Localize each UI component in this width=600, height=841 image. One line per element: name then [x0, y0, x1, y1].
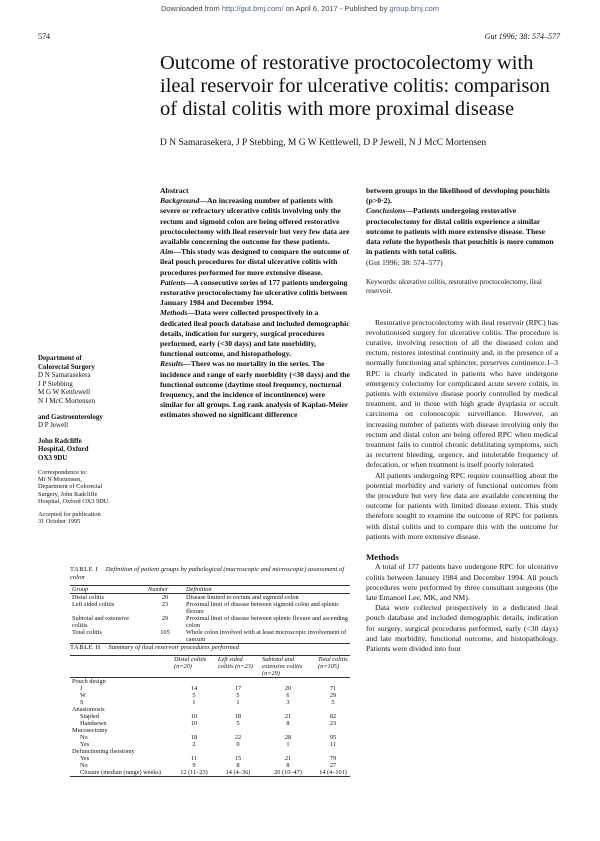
results-label: Results [160, 359, 184, 369]
table-section-row [70, 727, 350, 734]
table-2-caption [70, 644, 350, 652]
table-row [70, 615, 350, 629]
table-row [70, 594, 350, 602]
methods-paragraph: Data were collected prospectively in a dedicated ileal pouch database and included demographic details, indication for surgery, surgical procedures performed, early (<30 days) and late morbidity, functional outcome, and histopathology. Patients were divided into four [366, 603, 558, 653]
aff-line: J P Stebbing [38, 379, 73, 388]
table-section-title: Pouch design [72, 678, 106, 685]
abstract-heading: Abstract [160, 186, 189, 195]
aff-line: D N Samarasekera [38, 371, 91, 380]
aff-line: John Radcliffe [38, 436, 82, 445]
table-cell: Stapled [80, 713, 99, 720]
keywords: Keywords: ulcerative colitis, restorative proctocolectomy, ileal reservoir. [366, 277, 542, 295]
abstract [160, 186, 350, 421]
table-cell: 28 [284, 734, 292, 741]
affiliation-jewell [38, 421, 150, 430]
accepted-line: Accepted for publication [38, 510, 101, 518]
table-cell: 8 [236, 762, 240, 769]
aff-line: Colorectal Surgery [38, 362, 95, 371]
table-row [70, 769, 350, 777]
aff-line: OX3 9DU [38, 453, 68, 462]
table-cell: 1 [192, 699, 196, 706]
running-head: Gut 1996; 38: 574–577 [484, 32, 560, 41]
download-prefix: Downloaded from [160, 4, 220, 13]
abstract-conclusions [366, 206, 558, 257]
article-title: Outcome of restorative proctocolectomy with ileal reservoir for ulcerative colitis: comparison of distal colitis with more proximal disease [160, 52, 550, 120]
table-cell: 23 [161, 601, 169, 608]
table-2-grid [70, 655, 350, 777]
table-cell: 20 [284, 685, 292, 692]
corr-line: Surgery, John Radcliffe [38, 490, 98, 498]
page-number: 574 [38, 32, 50, 41]
table-cell: 6 [286, 692, 290, 699]
table-1-caption-text: Definition of patient groups by pathological (macroscopic and microscopic) assessment of colon [70, 566, 345, 581]
table-1-grid [70, 585, 350, 644]
results-text: —There was no mortality in the series. The incidence and range of early morbidity (<30 days) and the functional outcome (daytime stool frequency, nocturnal frequency, and the incidence of incontinence) were similar for all groups. Log rank analysis of Kaplan-Meier estimates showed no significant difference [160, 359, 350, 420]
table-cell: Disease limited to rectum and sigmoid colon [186, 594, 299, 601]
aff-line: Department of [38, 354, 82, 362]
abstract-aim [160, 247, 350, 278]
table-section-title: Anastomosis [72, 706, 105, 713]
aim-label: Aim [160, 247, 174, 257]
table-section-row [70, 678, 350, 686]
table-cell: Proximal limit of disease between splenic flexure and ascending colon [186, 615, 348, 629]
methods-paragraph: A total of 177 patients have undergone RPC for ulcerative colitis between January 1984 and December 1994. All pouch procedures were performed by three consultant surgeons (the late Emanoel Lee, MK, and NM). [366, 562, 558, 602]
table-cell: 11 [190, 755, 198, 762]
patients-text: —A consecutive series of 177 patients undergoing restorative proctocolectomy for ulcerative colitis between January 1984 and December 1994. [160, 277, 348, 308]
table-cell: Yes [80, 755, 90, 762]
table-cell: 5 [192, 692, 196, 699]
table-cell: 82 [329, 713, 337, 720]
table-cell: Subtotal and extensive colitis [72, 615, 130, 629]
conclusions-label: Conclusions [366, 206, 406, 216]
table-cell: 71 [329, 685, 337, 692]
abstract-methods [160, 308, 350, 359]
table-cell: No [80, 762, 88, 769]
aff-line: N J McC Mortensen [38, 396, 95, 405]
table-cell: 15 [234, 755, 242, 762]
table-2-caption-text: Summary of ileal reservoir procedures performed [108, 644, 239, 651]
table-cell: 5 [236, 720, 240, 727]
table-cell: 11 [329, 741, 337, 748]
journal-link[interactable]: http://gut.bmj.com/ [221, 4, 284, 13]
corr-line: Hospital, Oxford OX3 9DU. [38, 498, 110, 506]
table-header: Total colitis (n=105) [318, 656, 348, 670]
table-cell: 20 (10–47) [274, 769, 302, 776]
right-column [366, 186, 558, 654]
table-cell: 5 [236, 692, 240, 699]
table-cell: 9 [192, 762, 196, 769]
table-cell: 29 [329, 692, 337, 699]
table-row [70, 629, 350, 644]
table-cell: Yes [80, 741, 90, 748]
table-cell: 105 [160, 629, 170, 636]
table-cell: 3 [286, 699, 290, 706]
author-list: D N Samarasekera, J P Stebbing, M G W Kettlewell, D P Jewell, N J McC Mortensen [160, 138, 487, 148]
correspondence [38, 469, 150, 506]
download-line [0, 4, 600, 13]
table-row [70, 601, 350, 615]
abstract-background [160, 196, 350, 247]
table-1 [70, 566, 350, 644]
introduction [366, 318, 558, 542]
table-cell: 79 [329, 755, 337, 762]
aff-line: Hospital, Oxford [38, 445, 89, 454]
table-header: Group [72, 586, 89, 593]
affiliation-hospital [38, 437, 150, 463]
table-cell: 17 [234, 685, 242, 692]
table-cell: 10 [190, 713, 198, 720]
affiliations [38, 354, 150, 525]
table-cell: No [80, 734, 88, 741]
table-header: Distal colitis (n=20) [174, 656, 207, 670]
table-cell: 14 [190, 685, 198, 692]
table-cell: 1 [236, 699, 240, 706]
background-text: —An increasing number of patients with severe or refractory ulcerative colitis involving only the rectum and sigmoid colon are being offered restorative proctocolectomy with ileal reservoir but very few data are available concerning the outcome for these patients. [160, 196, 350, 247]
table-2-label: TABLE II [70, 644, 101, 651]
table-cell: 14 (4–101) [319, 769, 347, 776]
table-cell: 21 [284, 755, 292, 762]
table-cell: 95 [329, 734, 337, 741]
table-cell: Closure (median (range) weeks) [80, 769, 161, 776]
aff-line: D P Jewell [38, 421, 69, 430]
table-row [70, 734, 350, 741]
table-cell: 23 [329, 720, 337, 727]
methods-label: Methods [160, 308, 188, 318]
background-label: Background [160, 196, 200, 206]
table-cell: W [80, 692, 86, 699]
affiliation-gastro [38, 413, 150, 422]
patients-label: Patients [160, 277, 186, 287]
table-cell: 5 [331, 699, 335, 706]
accepted-date [38, 511, 150, 526]
accepted-line: 31 October 1995 [38, 517, 81, 525]
table-cell: 14 (4–36) [225, 769, 251, 776]
table-section-title: Mucosectomy [72, 727, 108, 734]
table-cell: 21 [284, 713, 292, 720]
table-cell: 18 [190, 734, 198, 741]
table-section-row [70, 706, 350, 713]
table-cell: 20 [161, 594, 169, 601]
table-row [70, 755, 350, 762]
publisher-link[interactable]: group.bmj.com [389, 4, 440, 13]
table-cell: Proximal limit of disease between sigmoid colon and splenic flexure [186, 601, 340, 615]
table-cell: S [80, 699, 84, 706]
corr-line: Mr N Mortensen, [38, 475, 82, 483]
table-header: Definition [186, 586, 212, 593]
table-row [70, 699, 350, 706]
table-cell: 8 [286, 720, 290, 727]
table-header: Subtotal and extensive colitis (n=29) [262, 656, 303, 677]
aff-line: and Gastroenterology [38, 412, 103, 421]
table-cell: 1 [286, 741, 290, 748]
table-row [70, 692, 350, 699]
table-2 [70, 644, 350, 777]
intro-paragraph: Restorative proctocolectomy with ileal reservoir (RPC) has revolutionised surgery for ulcerative colitis. The procedure is curative, involving resection of all the diseased colon and rectum, restores intestinal continuity and, in the presence of a normally functioning anal sphincter, preserves continence.1–3 RPC is clearly indicated in patients who have undergone emergency colectomy for complicated acute severe colitis, in patients with extensive disease poorly controlled by medical treatment, and in those with high grade dysplasia or occult carcinoma on colonoscopic surveillance. However, an increasing number of patients with disease involving only the rectum and distal colon are being offered RPC when medical treatment fails to control chronic debilitating symptoms, such as recurrent bleeding, urgency, and intolerable frequency of defecation, or when treatment is itself poorly tolerated. [366, 317, 558, 470]
table-row [70, 762, 350, 769]
table-section-row [70, 748, 350, 755]
abstract-results-cont: between groups in the likelihood of developing pouchitis (p>0·2). [366, 186, 550, 206]
table-cell: Whole colon involved with at least microscopic involvement of caecum [186, 629, 347, 643]
table-header [70, 656, 172, 678]
aim-text: —This study was designed to compare the outcome of ileal pouch procedures for distal ulcerative colitis with procedures performed for more extensive disease. [160, 247, 350, 277]
corr-line: Department of Colorectal [38, 483, 103, 491]
table-cell: 22 [234, 734, 242, 741]
table-header: Left sided colitis (n=23) [218, 656, 253, 670]
table-section-title: Defunctioning ileostomy [72, 748, 135, 755]
intro-paragraph: All patients undergoing RPC require counselling about the potential morbidity and variety of functional outcomes from the procedure but very few data are available concerning the outcome for patients with limited disease extent. This study therefore sought to examine the outcome of RPC for patients with distal colitis and to compare this with the outcome for patients with more extensive disease. [366, 470, 558, 541]
conclusions-text: —Patients undergoing restorative proctocolectomy for distal colitis experience a similar outcome to patients with more extensive disease. These data refute the hypothesis that pouchitis is more common in patients with total colitis. [366, 206, 554, 257]
methods-section [366, 562, 558, 654]
methods-text: —Data were collected prospectively in a dedicated ileal pouch database and included demographic details, indication for surgery, surgical procedures performed, early (<30 days) and late morbidity, functional outcome, and histopathology. [160, 308, 350, 359]
table-cell: 8 [286, 762, 290, 769]
table-cell: 29 [161, 615, 169, 622]
table-cell: J [80, 685, 83, 692]
methods-heading: Methods [366, 552, 399, 563]
table-1-label: TABLE I [70, 566, 99, 573]
table-row [70, 720, 350, 727]
table-header: Number [148, 586, 169, 593]
table-cell: 0 [236, 741, 240, 748]
table-cell: 27 [329, 762, 337, 769]
table-cell: Distal colitis [72, 594, 105, 601]
download-middle: on April 6, 2017 - Published by [285, 4, 388, 13]
affiliation-dept [38, 354, 150, 371]
table-cell: 2 [192, 741, 196, 748]
abstract-patients [160, 278, 350, 309]
abstract-results [160, 359, 350, 420]
table-cell: Total colitis [72, 629, 102, 636]
table-row [70, 713, 350, 720]
table-row [70, 685, 350, 692]
table-row [70, 741, 350, 748]
table-1-caption [70, 566, 350, 582]
table-cell: Left sided colitis [72, 601, 115, 608]
table-cell: 12 (11–23) [180, 769, 208, 776]
affiliation-authors [38, 371, 150, 405]
table-cell: 18 [234, 713, 242, 720]
table-cell: 10 [190, 720, 198, 727]
table-cell: Handsewn [80, 720, 107, 727]
corr-line: Correspondence to: [38, 468, 88, 476]
abstract-citation: (Gut 1996; 38: 574–577) [366, 258, 443, 268]
aff-line: M G W Kettlewell [38, 388, 91, 397]
